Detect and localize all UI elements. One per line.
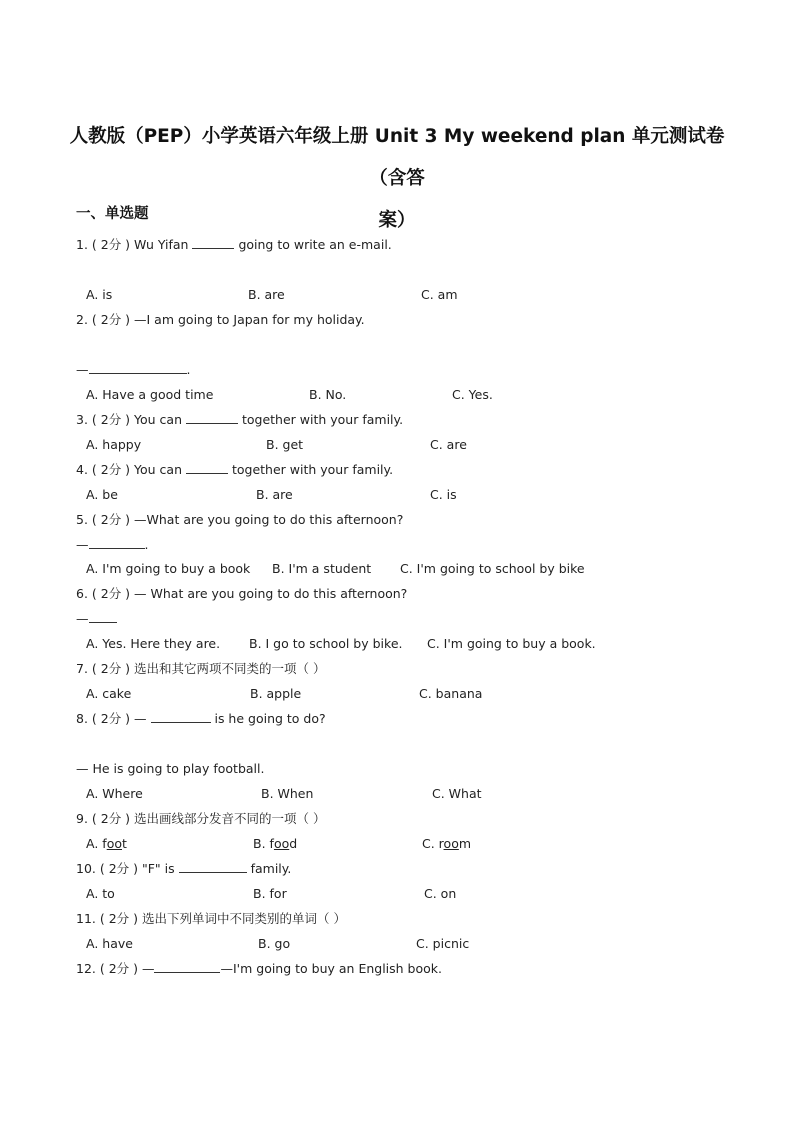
answer-blank [89, 537, 145, 549]
q7-option-b: B. apple [250, 686, 302, 701]
question-4: 4. ( 2分 ) You can together with your family. [76, 462, 394, 477]
q1-option-c: C. am [421, 287, 458, 302]
question-7: 7. ( 2分 ) 选出和其它两项不同类的一项（ ） [76, 661, 326, 676]
question-5: 5. ( 2分 ) —What are you going to do this afternoon? [76, 512, 404, 527]
answer-blank [89, 611, 117, 623]
q5-option-a: A. I'm going to buy a book [86, 561, 251, 576]
q8-option-a: A. Where [86, 786, 143, 801]
q6-option-b: B. I go to school by bike. [249, 636, 403, 651]
q2-option-a: A. Have a good time [86, 387, 214, 402]
q8-option-c: C. What [432, 786, 482, 801]
q5-reply: — . [76, 537, 149, 552]
q2-option-c: C. Yes. [452, 387, 493, 402]
q3-option-a: A. happy [86, 437, 142, 452]
title-line-2: 案） [378, 210, 416, 231]
q9-option-b: B. food [253, 836, 298, 851]
answer-blank [151, 711, 211, 723]
title-line-1: 人教版（PEP）小学英语六年级上册 Unit 3 My weekend plan 单元测试卷（含答 [69, 126, 725, 189]
question-3: 3. ( 2分 ) You can together with your family. [76, 412, 404, 427]
q6-option-a: A. Yes. Here they are. [86, 636, 221, 651]
answer-blank [154, 961, 220, 973]
page-title [60, 116, 734, 242]
question-12: 12. ( 2分 ) — —I'm going to buy an English book. [76, 961, 442, 976]
answer-blank [186, 462, 228, 474]
q11-option-a: A. have [86, 936, 133, 951]
q4-option-a: A. be [86, 487, 118, 502]
question-10: 10. ( 2分 ) "F" is family. [76, 861, 292, 876]
q2-option-b: B. No. [309, 387, 347, 402]
answer-blank [89, 362, 187, 374]
q9-option-c: C. room [422, 836, 472, 851]
question-8: 8. ( 2分 ) — is he going to do? [76, 711, 326, 726]
q8-option-b: B. When [261, 786, 314, 801]
q11-option-b: B. go [258, 936, 291, 951]
q9-option-a: A. foot [86, 836, 127, 851]
q8-reply: — He is going to play football. [76, 761, 265, 776]
q6-reply: — [76, 611, 117, 627]
q1-option-b: B. are [248, 287, 285, 302]
q7-option-a: A. cake [86, 686, 132, 701]
question-1: 1. ( 2分 ) Wu Yifan going to write an e-mail. [76, 237, 392, 252]
question-9: 9. ( 2分 ) 选出画线部分发音不同的一项（ ） [76, 811, 326, 826]
q10-option-c: C. on [424, 886, 457, 901]
q10-option-b: B. for [253, 886, 287, 901]
answer-blank [186, 412, 238, 424]
q5-option-c: C. I'm going to school by bike [400, 561, 585, 576]
q7-option-c: C. banana [419, 686, 483, 701]
q6-option-c: C. I'm going to buy a book. [427, 636, 596, 651]
q1-option-a: A. is [86, 287, 113, 302]
answer-blank [192, 237, 234, 249]
answer-blank [179, 861, 247, 873]
q5-option-b: B. I'm a student [272, 561, 372, 576]
q10-option-a: A. to [86, 886, 115, 901]
q4-option-c: C. is [430, 487, 457, 502]
question-6: 6. ( 2分 ) — What are you going to do this afternoon? [76, 586, 408, 601]
q3-option-b: B. get [266, 437, 304, 452]
q2-reply: — . [76, 362, 191, 377]
q4-option-b: B. are [256, 487, 293, 502]
q11-option-c: C. picnic [416, 936, 470, 951]
question-2: 2. ( 2分 ) —I am going to Japan for my holiday. [76, 312, 365, 327]
q3-option-c: C. are [430, 437, 467, 452]
section-heading: 一、单选题 [76, 206, 149, 222]
question-11: 11. ( 2分 ) 选出下列单词中不同类别的单词（ ） [76, 911, 346, 926]
